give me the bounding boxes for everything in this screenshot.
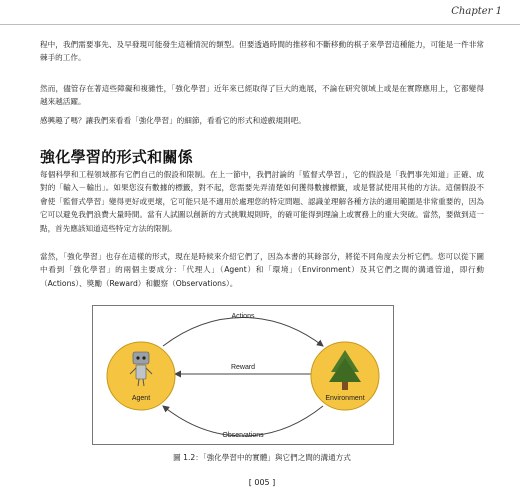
paragraph-1: 程中，我們需要事先、及早發現可能發生這種情況的類型。但要透過時間的推移和不斷移動的棋子來學習這種能力，可能是一件非常棘手的工作。	[40, 40, 484, 63]
paragraph-4: 每個科學和工程領域都有它們自己的假設和限制。在上一節中，我們討論的「監督式學習」，它的假設是「我們事先知道」正確、成對的「輸入－輸出」。如果您沒有數據的標籤，對不起，您需要先弄清楚如何獲得數據標籤，或是嘗試使用其他的方法。這個假設不會使「監督式學習」變得更好或更壞，它可能只是不適用於處理您的特定問題、認識並理解各種方法的適用範圍是非常重要的，因為它可以避免我們浪費大量時間。當有人試圖以創新的方式挑戰規則時，的確可能得到理論上或實務上的重大突破。當然，要做到這一點，首先應該知道這些特定方法的限制。	[40, 170, 484, 233]
paragraph-3: 感興趣了嗎？讓我們來看看「強化學習」的細節，看看它的形式和遊戲規則吧。	[40, 116, 306, 125]
observations-label: Observations	[222, 432, 264, 439]
reward-label: Reward	[230, 364, 256, 371]
chapter-label: Chapter 1	[451, 6, 502, 17]
actions-label: Actions	[231, 313, 255, 320]
rl-diagram	[92, 305, 394, 445]
environment-label: Environment	[325, 395, 365, 402]
figure-caption: 圖 1.2：「強化學習中的實體」與它們之間的溝通方式	[173, 453, 351, 462]
rl-diagram-svg	[93, 306, 393, 444]
page-number: [ 005 ]	[248, 478, 276, 487]
actions-arrow	[163, 318, 323, 347]
chapter-header	[0, 0, 520, 25]
paragraph-2: 然而，儘管存在著這些障礙和複雜性，「強化學習」近年來已經取得了巨大的進展，不論在研究領域上或是在實際應用上，它都變得越來越活躍。	[40, 84, 484, 107]
section-title: 強化學習的形式和關係	[40, 148, 194, 166]
paragraph-5: 當然，「強化學習」也存在這樣的形式，現在是時候來介紹它們了，因為本書的其餘部分，將從不同角度去分析它們。您可以從下圖中看到「強化學習」的兩個主要成分：「代理人」（Agent）和「環境」（Environment）及其它們之間的溝通管道，即行動（Actions）、獎勵（Reward）和觀察（Observations）。	[40, 252, 484, 288]
agent-label: Agent	[131, 395, 151, 402]
